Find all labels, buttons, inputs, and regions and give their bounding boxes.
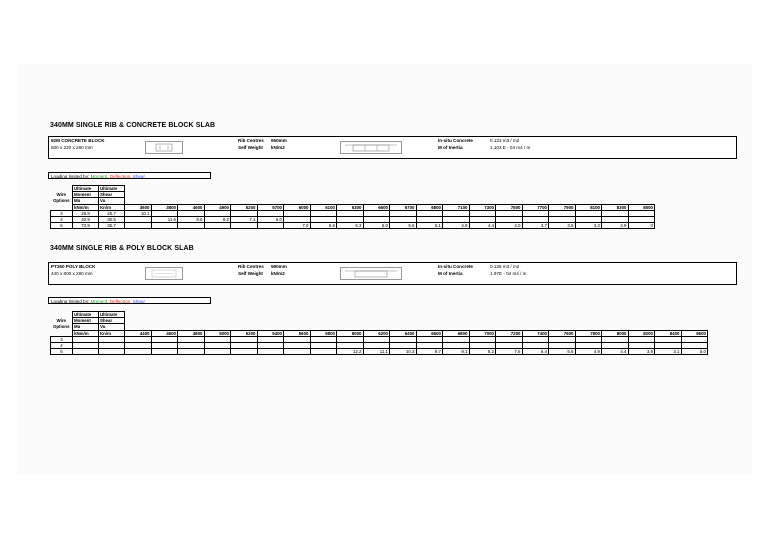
span-header-row [51,204,655,210]
load-cell: 7.0 [284,223,311,229]
vu-cell: 30.5 [99,216,125,222]
section1-block-name: 92M CONCRETE BLOCK [51,138,105,143]
section2-block-dims: 440 x 800 x 260 mm [51,271,93,276]
span-header: 4600 [151,330,178,336]
span-header: 5700 [257,204,284,210]
section1-inertia-value: 1.103 E - 04 m4 / m [490,145,531,150]
load-cell: 6.3 [337,223,364,229]
span-header: 7100 [443,204,470,210]
wire-header: Wire [56,192,66,198]
load-cell: 5.1 [416,223,443,229]
vu-cell [99,349,125,355]
span-header: 7000 [469,330,496,336]
load-cell [284,349,311,355]
wire-cell: 6 [51,349,73,355]
span-header: 5200 [231,204,258,210]
load-cell [125,223,152,229]
table-row [51,349,708,355]
section1-self-weight-label: Self Weight [238,145,263,150]
section1-section-diagram [340,141,402,154]
section1-info-box [48,136,737,159]
span-header: 6800 [416,204,443,210]
load-cell: 11.1 [363,349,390,355]
section2-loading-legend [48,297,211,304]
section2-block-name: PT260 POLY BLOCK [51,264,96,269]
mu-header: Mu [73,198,99,204]
mu-unit-header: kNm/m [73,204,99,210]
section2-title: 340MM SINGLE RIB & POLY BLOCK SLAB [50,245,194,252]
concrete-block-icon [146,142,182,153]
legend-moment: Moment, [90,299,109,304]
span-header: 3600 [125,204,152,210]
load-cell: 3.1 [655,349,682,355]
load-cell: 6.4 [522,349,549,355]
vu-header: Vu [99,324,125,330]
span-header: 5600 [284,330,311,336]
ultimate-moment-header: Ultimate [73,312,99,318]
wire-cell: 3 [51,336,73,342]
load-cell: 4.4 [469,223,496,229]
load-cell: 4.9 [575,349,602,355]
legend-deflection: Deflection, [109,299,132,304]
span-header: 8300 [602,204,629,210]
section1-block-diagram [145,141,183,154]
load-cell: 10.1 [125,210,152,216]
load-cell [231,349,258,355]
legend-shear: Shear [132,299,146,304]
mu-header: Mu [73,324,99,330]
section2-inertia-value: 1.97E - 04 m4 / m [490,271,527,276]
load-cell: 4.9 [443,223,470,229]
span-header: 8600 [681,330,708,336]
legend-deflection: Deflection, [109,174,132,179]
span-header: 8100 [575,204,602,210]
section1-rib-centres-value: 650mm [271,138,287,143]
span-header: 6700 [390,204,417,210]
moment-header: Moment [73,192,99,198]
ultimate-moment-header: Ultimate [73,186,99,192]
span-header: 6000 [337,330,364,336]
span-header: 6400 [390,330,417,336]
load-cell: 6.0 [257,216,284,222]
load-cell [151,223,178,229]
slab-section-icon [341,268,401,279]
load-cell: 3.2 [575,223,602,229]
legend-shear: Shear [132,174,146,179]
load-cell: 9.7 [416,349,443,355]
shear-header: Shear [99,192,125,198]
load-cell: 12.2 [337,349,364,355]
span-header: 5800 [310,330,337,336]
load-cell: 4.0 [496,223,523,229]
load-cell: 7.1 [231,216,258,222]
load-cell: 9.6 [178,216,205,222]
load-cell: 2.9 [602,223,629,229]
section2-insitu-value: 0.138 m3 / m2 [490,264,520,269]
mu-unit-header: kNm/m [73,330,99,336]
load-cell: 6.0 [363,223,390,229]
load-cell [310,349,337,355]
load-cell [231,223,258,229]
span-header: 8500 [628,204,655,210]
section2-self-weight-label: Self Weight [238,271,263,276]
load-cell: 6.6 [310,223,337,229]
load-cell: 3.5 [549,223,576,229]
loading-prefix: Loading limited by: [51,174,90,179]
vu-cell: 35.7 [99,223,125,229]
load-cell [257,223,284,229]
mu-cell [73,349,99,355]
section1-loading-legend [48,172,211,179]
load-cell: 10.3 [390,349,417,355]
section2-inertia-label: M of Inertia [438,271,463,276]
section2-section-diagram [340,267,402,280]
load-cell [178,223,205,229]
span-header: 8000 [602,330,629,336]
span-header: 7400 [522,330,549,336]
span-header: 6800 [443,330,470,336]
load-cell [204,223,231,229]
span-header: 5200 [231,330,258,336]
span-header: 7500 [496,204,523,210]
section2-block-diagram [145,267,183,280]
load-cell [125,349,152,355]
span-header: 6200 [363,330,390,336]
section1-inertia-label: M of Inertia [438,145,463,150]
mu-cell: 28.8 [73,210,99,216]
section2-rib-centres-value: 590mm [271,264,287,269]
section2-info-box [48,262,737,285]
wire-cell: 4 [51,216,73,222]
section1-insitu-label: In-situ Concrete [438,138,473,143]
options-header: Options [52,198,70,204]
span-header: 5400 [257,330,284,336]
poly-block-icon [146,268,182,279]
load-cell: 7.6 [496,349,523,355]
section1-insitu-value: 0.133 m3 / m2 [490,138,520,143]
span-header: 3800 [151,204,178,210]
span-header: 7200 [496,330,523,336]
span-header: 5000 [204,330,231,336]
section1-block-dims: 500 x 220 x 260 mm [51,145,93,150]
wire-cell: 4 [51,342,73,348]
loading-prefix: Loading limited by: [51,299,90,304]
span-header: 6600 [363,204,390,210]
span-header: 4600 [178,204,205,210]
section2-rib-centres-label: Rib Centres [238,264,264,269]
load-cell [178,349,205,355]
section1-title: 340MM SINGLE RIB & CONCRETE BLOCK SLAB [50,122,216,129]
section1-self-weight-value: kN/m2 [271,145,285,150]
load-cell: 8.2 [204,216,231,222]
wire-header: Wire [56,318,66,324]
load-cell: 5.0 [681,349,708,355]
slab-section-icon [341,142,401,153]
legend-moment: Moment, [90,174,109,179]
span-header: 7700 [522,204,549,210]
load-cell: 5.6 [549,349,576,355]
span-header: 7900 [549,204,576,210]
load-cell: 3.9 [628,349,655,355]
load-cell: 4.4 [602,349,629,355]
section2-self-weight-value: kN/m2 [271,271,285,276]
section1-rib-centres-label: Rib Centres [238,138,264,143]
span-header: 6000 [284,204,311,210]
span-header: 4800 [178,330,205,336]
load-cell [151,349,178,355]
section1-span-table [50,185,655,229]
load-cell [257,349,284,355]
load-cell: 5.6 [390,223,417,229]
table-row [51,223,655,229]
wire-cell: 6 [51,223,73,229]
load-cell: 9.1 [443,349,470,355]
ultimate-shear-header: Ultimate [99,186,125,192]
mu-cell: 73.9 [73,223,99,229]
load-cell: 8.2 [469,349,496,355]
vu-unit-header: Kn/m [99,330,125,336]
span-header: 8400 [655,330,682,336]
options-header: Options [52,324,70,330]
load-cell: 11.6 [151,216,178,222]
moment-header: Moment [73,318,99,324]
span-header: 4900 [204,204,231,210]
vu-cell: 25.7 [99,210,125,216]
span-header: 7600 [549,330,576,336]
span-header: 6100 [310,204,337,210]
span-header: 4400 [125,330,152,336]
section2-insitu-label: In-situ Concrete [438,264,473,269]
span-header: 6300 [337,204,364,210]
load-cell [204,349,231,355]
mu-cell: 40.9 [73,216,99,222]
vu-header: Vu [99,198,125,204]
load-cell: 0 [628,223,655,229]
vu-unit-header: Kn/m [99,204,125,210]
section2-span-table [50,311,708,355]
span-header: 6600 [416,330,443,336]
wire-cell: 3 [51,210,73,216]
shear-header: Shear [99,318,125,324]
span-header: 7800 [575,330,602,336]
load-cell: 3.7 [522,223,549,229]
span-header: 8200 [628,330,655,336]
span-header: 7300 [469,204,496,210]
ultimate-shear-header: Ultimate [99,312,125,318]
